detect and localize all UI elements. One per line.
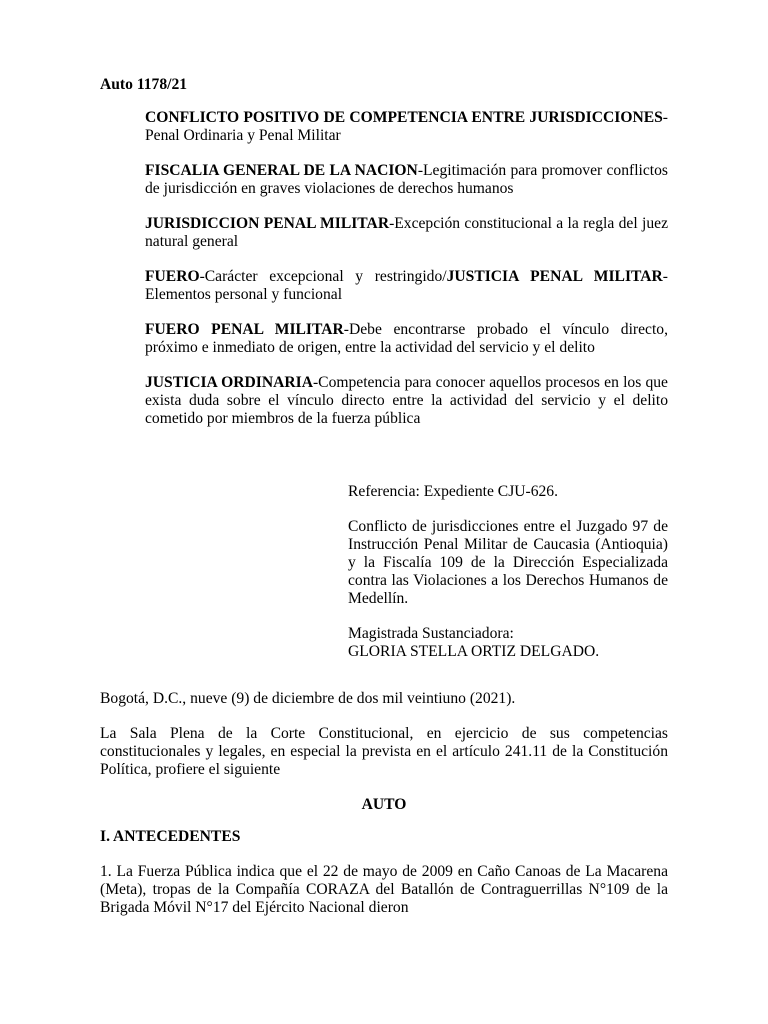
headnote-3 (145, 215, 668, 251)
reference-line: Referencia: Expediente CJU-626. (348, 483, 559, 500)
headnote-4-text-2: -Elementos personal y funcional (145, 268, 668, 303)
headnote-6 (145, 374, 668, 428)
headnote-6-term: JUSTICIA ORDINARIA (145, 374, 313, 391)
headnote-3-text: -Excepción constitucional a la regla del juez natural general (145, 215, 668, 250)
headnote-1 (145, 109, 668, 145)
section-title-antecedentes: I. ANTECEDENTES (100, 828, 241, 845)
auto-number: Auto 1178/21 (100, 76, 188, 93)
headnote-4 (145, 268, 668, 304)
headnote-4-term-2: JUSTICIA PENAL MILITAR (446, 268, 663, 285)
date-line: Bogotá, D.C., nueve (9) de diciembre de dos mil veintiuno (2021). (100, 690, 516, 707)
headnote-4-term: FUERO (145, 268, 200, 285)
headnote-3-term: JURISDICCION PENAL MILITAR (145, 215, 390, 232)
conflict-description: Conflicto de jurisdicciones entre el Juzgado 97 de Instrucción Penal Militar de Caucasia (Antioquia) y la Fiscalía 109 de la Dirección Especializada contra las Violaciones a los Derechos Humanos de Medellín. (348, 518, 668, 607)
headnote-4-text: -Carácter excepcional y restringido/ (199, 268, 447, 285)
headnote-1-text: -Penal Ordinaria y Penal Militar (145, 109, 668, 144)
auto-title: AUTO (361, 796, 407, 813)
headnote-5 (145, 321, 668, 357)
magistrate-block (348, 625, 668, 661)
headnote-6-text: -Competencia para conocer aquellos procesos en los que exista duda sobre el vínculo directo entre la actividad del servicio y el delito cometido por miembros de la fuerza pública (145, 374, 668, 427)
headnotes (145, 109, 668, 445)
headnote-5-term: FUERO PENAL MILITAR (145, 321, 344, 338)
paragraph-1: 1. La Fuerza Pública indica que el 22 de mayo de 2009 en Caño Canoas de La Macarena (Meta), tropas de la Compañía CORAZA del Batallón de Contraguerrillas N°109 de la Brigada Móvil N°17 del Ejército Nacional dieron (100, 863, 668, 916)
magistrate-name: GLORIA STELLA ORTIZ DELGADO. (348, 643, 600, 660)
headnote-5-text: -Debe encontrarse probado el vínculo directo, próximo e inmediato de origen, entre la actividad del servicio y el delito (145, 321, 668, 356)
headnote-2 (145, 162, 668, 198)
headnote-2-text: -Legitimación para promover conflictos de jurisdicción en graves violaciones de derechos humanos (145, 162, 669, 197)
headnote-1-term: CONFLICTO POSITIVO DE COMPETENCIA ENTRE JURISDICCIONES (145, 109, 663, 126)
body-text (100, 690, 668, 934)
reference-block (348, 483, 668, 678)
headnote-2-term: FISCALIA GENERAL DE LA NACION (145, 162, 418, 179)
magistrate-label: Magistrada Sustanciadora: (348, 625, 514, 642)
intro-paragraph: La Sala Plena de la Corte Constitucional, en ejercicio de sus competencias constitucionales y legales, en especial la prevista en el artículo 241.11 de la Constitución Política, profiere el siguiente (100, 725, 668, 778)
